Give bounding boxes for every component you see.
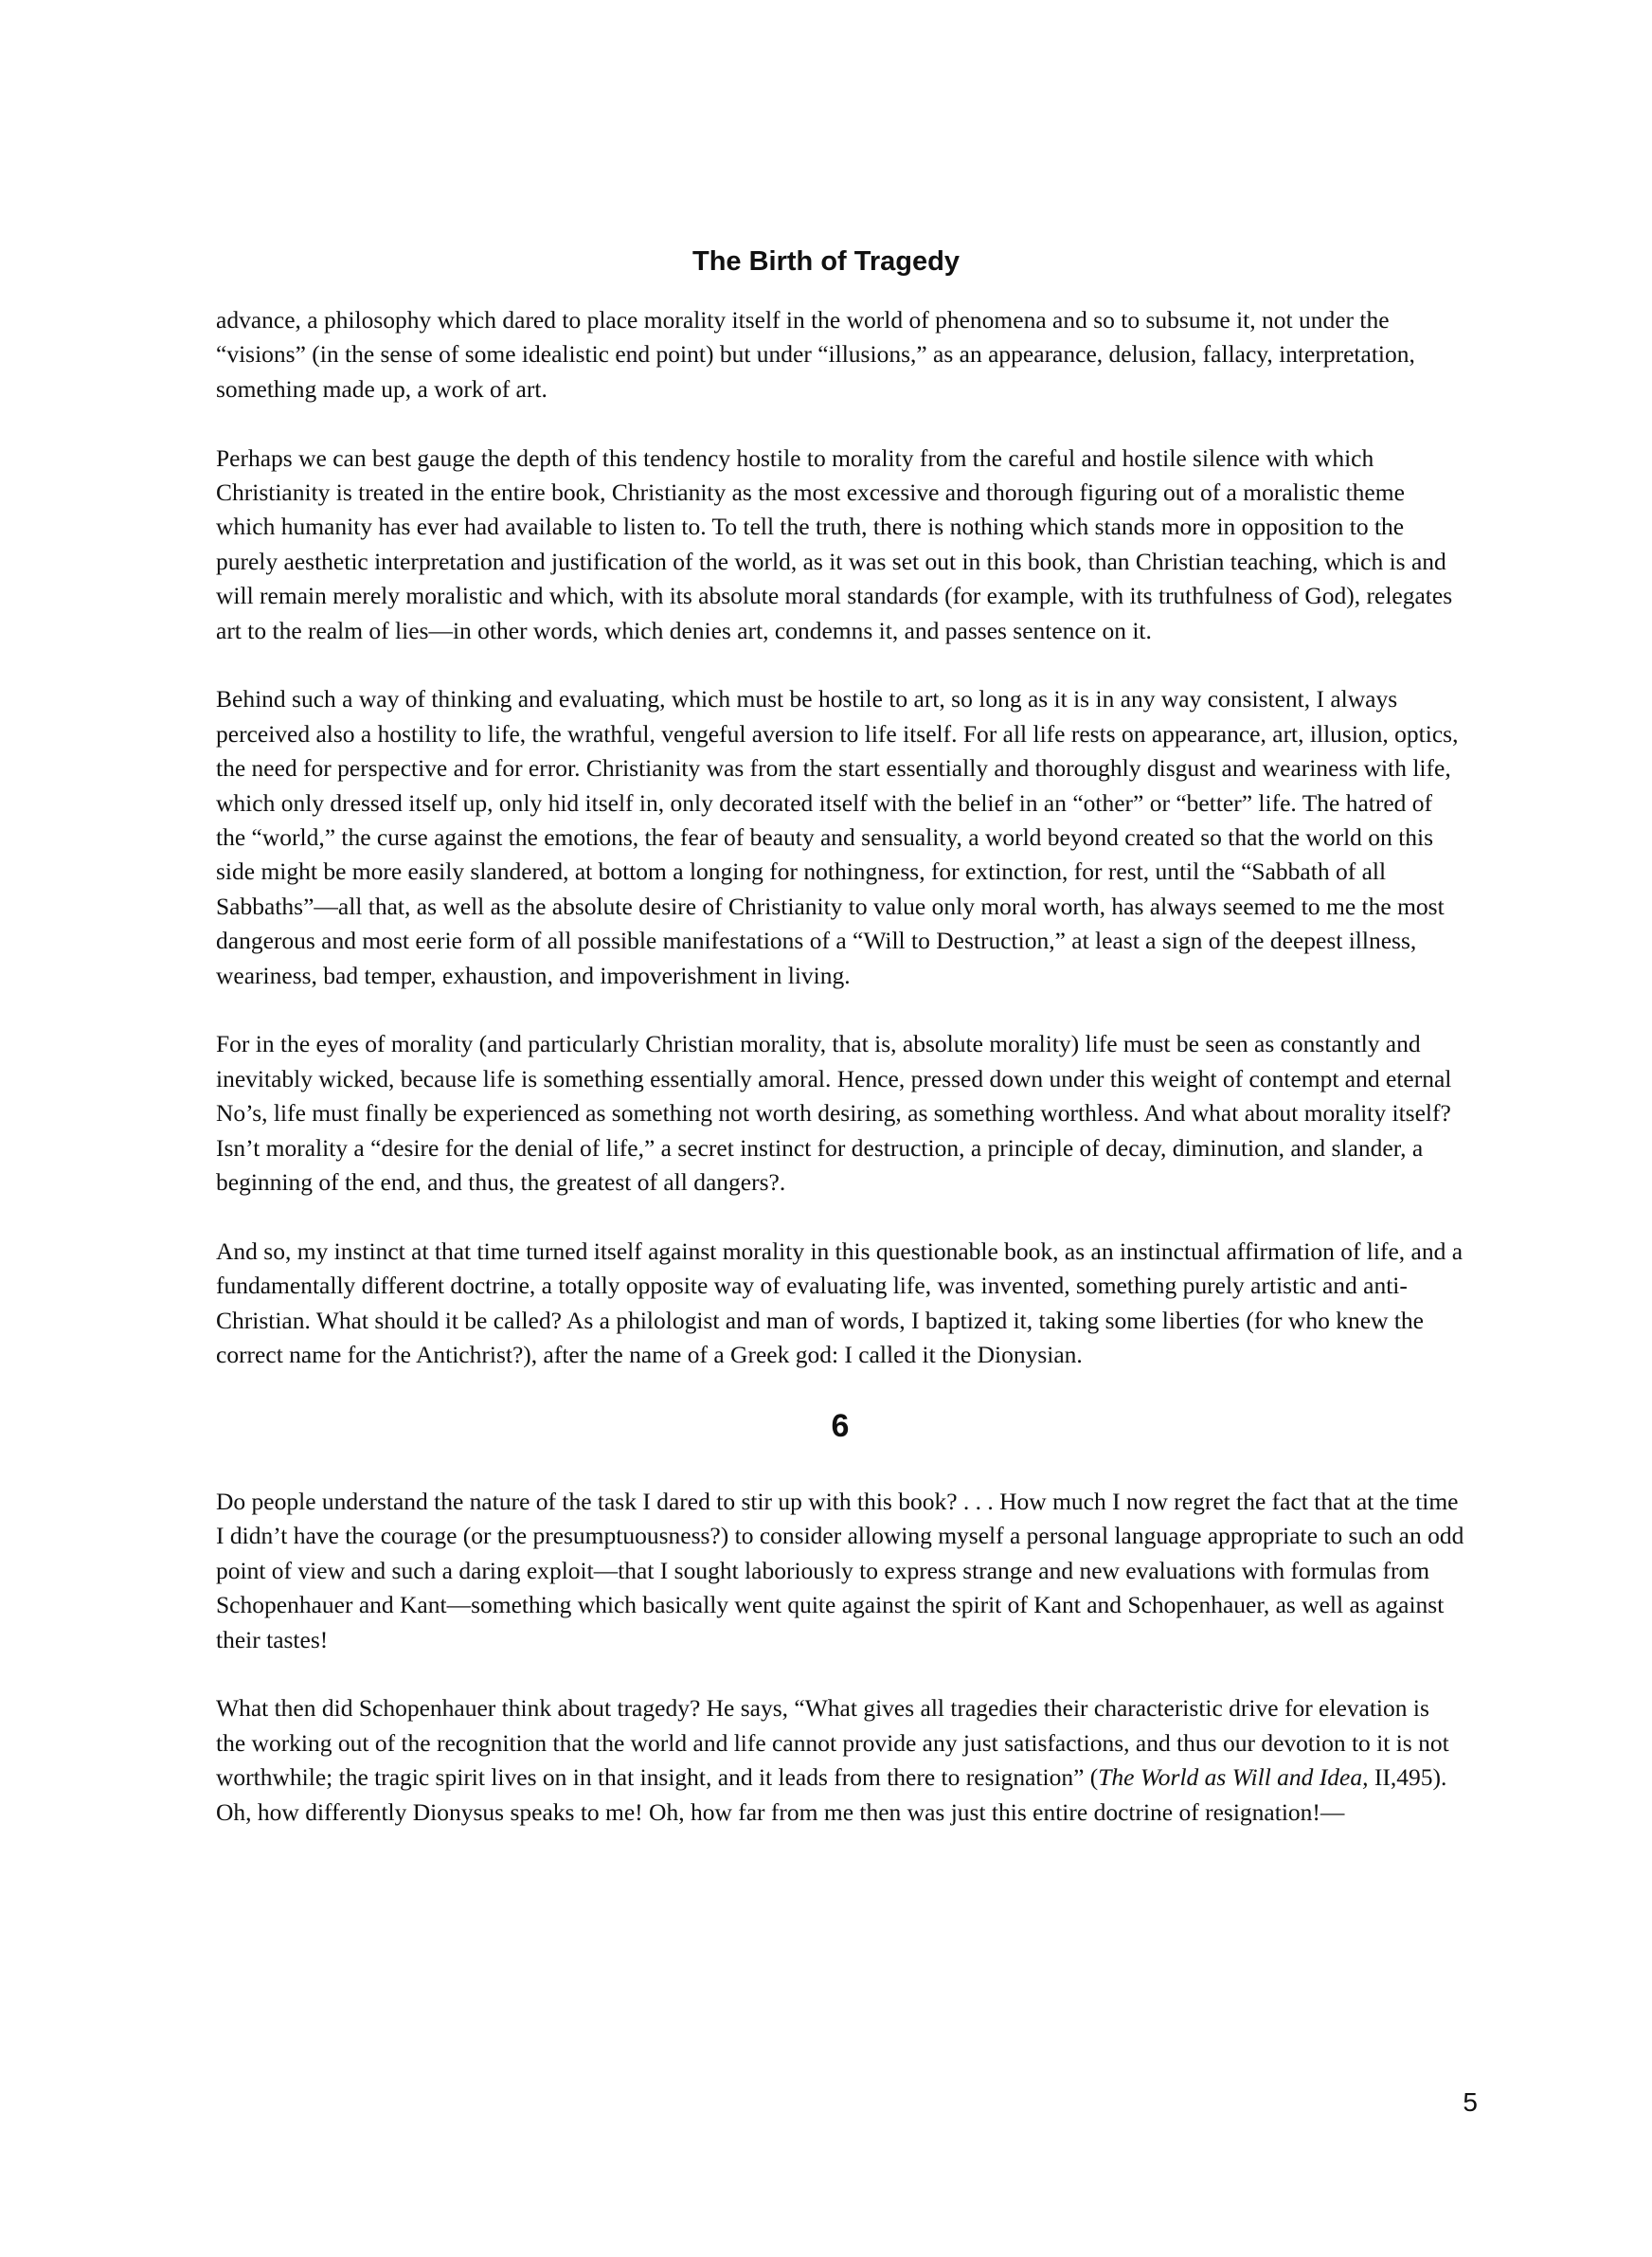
paragraph: Perhaps we can best gauge the depth of this tendency hostile to morality from the careful and hostile silence with which Christianity is treated in the entire book, Christianity as the most excessive and thorough figuring out of a moralistic theme which humanity has ever had available to listen to. To tell the truth, there is nothing which stands more in opposition to the purely aesthetic interpretation and justification of the world, as it was set out in this book, than Christian teaching, which is and will remain merely moralistic and which, with its absolute moral standards (for example, with its truthfulness of God), relegates art to the realm of lies—in other words, which denies art, condemns it, and passes sentence on it. bbox=[216, 443, 1453, 644]
paragraph: Behind such a way of thinking and evaluating, which must be hostile to art, so long as it is in any way consistent, I always perceived also a hostility to life, the wrathful, vengeful aversion to life itself. For all life rests on appearance, art, illusion, optics, the need for perspective and for error. Christianity was from the start essentially and thoroughly disgust and weariness with life, which only dressed itself up, only hid itself in, only decorated itself with the belief in an “other” or “better” life. The hatred of the “world,” the curse against the emotions, the fear of beauty and sensuality, a world beyond created so that the world on this side might be more easily slandered, at bottom a longing for nothingness, for extinction, for rest, until the “Sabbath of all Sabbaths”—all that, as well as the absolute desire of Christianity to value only moral worth, has always seemed to me the most dangerous and most eerie form of all possible manifestations of a “Will to Destruction,” at least a sign of the deepest illness, weariness, bad temper, exhaustion, and impoverishment in living. bbox=[216, 685, 1459, 989]
section-number: 6 bbox=[831, 1407, 850, 1444]
paragraph: Do people understand the nature of the task I dared to stir up with this book? . . . How much I now regret the fact that at the time I didn’t have the courage (or the presumptuousness?) to consider allowing myself a personal language appropriate to such an odd point of view and such a daring exploit—that I sought laboriously to express strange and new evaluations with formulas from Schopenhauer and Kant—something which basically went quite against the spirit of Kant and Schopenhauer, as well as against their tastes! bbox=[216, 1487, 1464, 1653]
paragraph: advance, a philosophy which dared to place morality itself in the world of phenomena and so to subsume it, not under the “visions” (in the sense of some idealistic end point) but under “illusions,” as an appearance, delusion, fallacy, interpretation, something made up, a work of art. bbox=[216, 306, 1415, 403]
paragraph-with-citation bbox=[216, 1691, 1464, 1830]
paragraph-text-before-citation: What then did Schopenhauer think about tragedy? He says, “What gives all tragedies their characteristic drive for elevation is the working out of the recognition that the world and life cannot provide any just satisfactions, and thus our devotion to it is not worthwhile; the tragic spirit lives on in that insight, and it leads from there to resignation” ( bbox=[216, 1694, 1449, 1792]
book-title-citation: The World as Will and Idea, bbox=[1098, 1763, 1369, 1792]
running-header-title: The Birth of Tragedy bbox=[692, 246, 960, 277]
body-text bbox=[216, 303, 1464, 1864]
paragraph: For in the eyes of morality (and particularly Christian morality, that is, absolute morality) life must be seen as constantly and inevitably wicked, because life is something essentially amoral. Hence, pressed down under this weight of contempt and eternal No’s, life must finally be experienced as something not worth desiring, as something worthless. And what about morality itself? Isn’t morality a “desire for the denial of life,” a secret instinct for destruction, a principle of decay, diminution, and slander, a beginning of the end, and thus, the greatest of all dangers?. bbox=[216, 1030, 1452, 1197]
paragraph-text-after-citation: II,495). Oh, how differently Dionysus speaks to me! Oh, how far from me then was just this entire doctrine of resignation!— bbox=[216, 1763, 1447, 1826]
page-number: 5 bbox=[1463, 2087, 1478, 2117]
paragraph: And so, my instinct at that time turned itself against morality in this questionable book, as an instinctual affirmation of life, and a fundamentally different doctrine, a totally opposite way of evaluating life, was invented, something purely artistic and anti-Christian. What should it be called? As a philologist and man of words, I baptized it, taking some liberties (for who knew the correct name for the Antichrist?), after the name of a Greek god: I called it the Dionysian. bbox=[216, 1237, 1463, 1369]
